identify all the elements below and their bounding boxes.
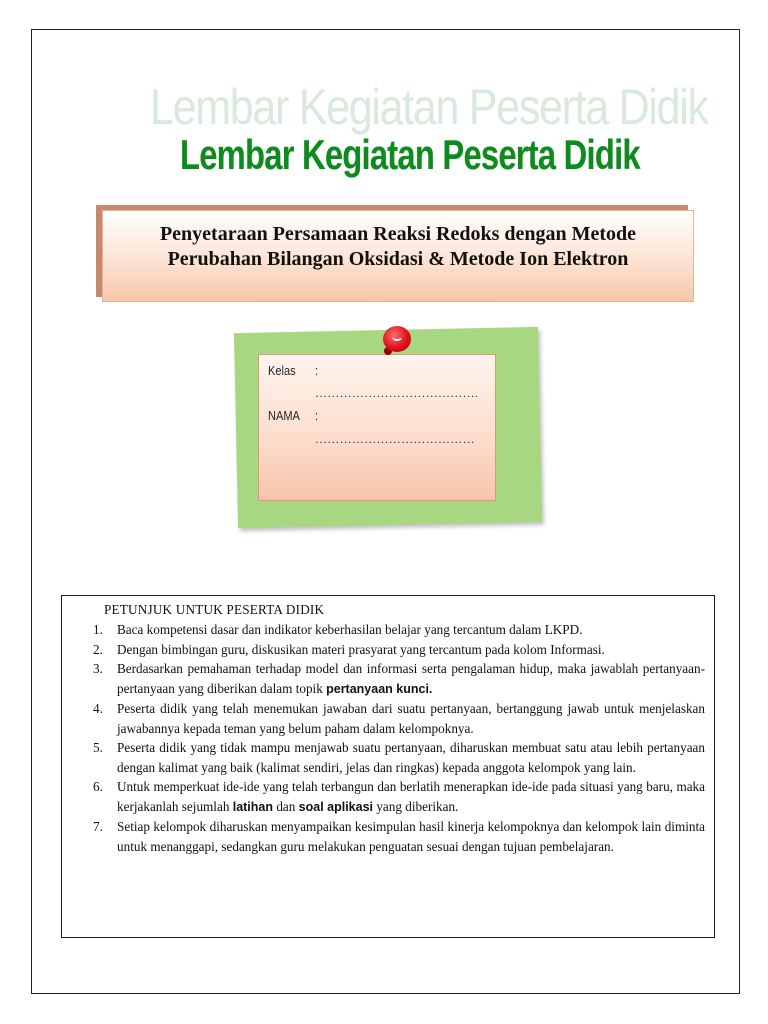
list-item-text-3: yang diberikan. [373,798,459,814]
nama-colon: : [315,408,319,423]
list-item-text: Setiap kelompok diharuskan menyampaikan kesimpulan hasil kinerja kelompoknya dan kelompok lain diminta untuk menanggapi, sedangkan guru melakukan penguatan sesuai dengan tujuan pembelajaran. [117,819,705,854]
list-item [62,699,705,738]
kelas-label: Kelas [268,363,296,378]
list-item-number: 4. [93,701,103,716]
list-item-number: 7. [93,819,103,834]
list-item-number: 5. [93,740,103,755]
list-item-text: Untuk memperkuat ide-ide yang telah terbangun dan berlatih menerapkan ide-ide pada situasi yang baru, maka kerjakanlah sejumlah [117,779,705,814]
title-shadow: Lembar Kegiatan Peserta Didik [150,79,708,135]
list-item-bold-2: soal aplikasi [298,799,374,814]
instructions-list [62,620,705,856]
nama-field[interactable]: ………………………………… [315,432,475,446]
nama-label: NAMA [268,408,300,423]
list-item-bold: pertanyaan kunci. [326,681,433,696]
kelas-colon: : [315,363,319,378]
topic-line-2: Perubahan Bilangan Oksidasi & Metode Ion Elektron [167,248,629,270]
list-item-text: Baca kompetensi dasar dan indikator keberhasilan belajar yang tercantum dalam LKPD. [117,622,583,637]
list-item-text: Peserta didik yang tidak mampu menjawab suatu pertanyaan, diharuskan membuat satu atau lebih pertanyaan dengan kalimat yang baik (kalimat sendiri, jelas dan ringkas) kepada anggota kelompok yang lain. [117,740,705,775]
list-item [62,777,705,817]
list-item-bold: latihan [232,799,274,814]
list-item [62,817,705,856]
page-title: Lembar Kegiatan Peserta Didik [180,131,640,178]
list-item-number: 3. [93,661,103,676]
list-item-text: Berdasarkan pemahaman terhadap model dan informasi serta pengalaman hidup, maka jawablah pertanyaan-pertanyaan yang diberikan dalam topik [117,661,705,696]
instructions-title: PETUNJUK UNTUK PESERTA DIDIK [104,602,325,617]
list-item [62,640,705,660]
topic-line-1: Penyetaraan Persamaan Reaksi Redoks dengan Metode [159,223,637,245]
instructions-box [61,595,715,938]
list-item [62,620,705,640]
list-item [62,738,705,777]
topic-box [102,210,694,302]
list-item-number: 1. [93,622,103,637]
list-item-text-2: dan [273,798,299,814]
list-item-text: Dengan bimbingan guru, diskusikan materi prasyarat yang tercantum pada kolom Informasi. [117,641,605,657]
kelas-field[interactable]: …………………………………. [315,386,479,400]
list-item-number: 2. [93,641,103,657]
list-item-text: Peserta didik yang telah menemukan jawaban dari suatu pertanyaan, bertanggung jawab untuk menjelaskan jawabannya kepada teman yang belum paham dalam kelompoknya. [117,701,705,736]
pushpin-highlight [392,333,402,341]
list-item [62,659,705,699]
topic-text [150,222,646,272]
list-item-number: 6. [93,779,103,794]
